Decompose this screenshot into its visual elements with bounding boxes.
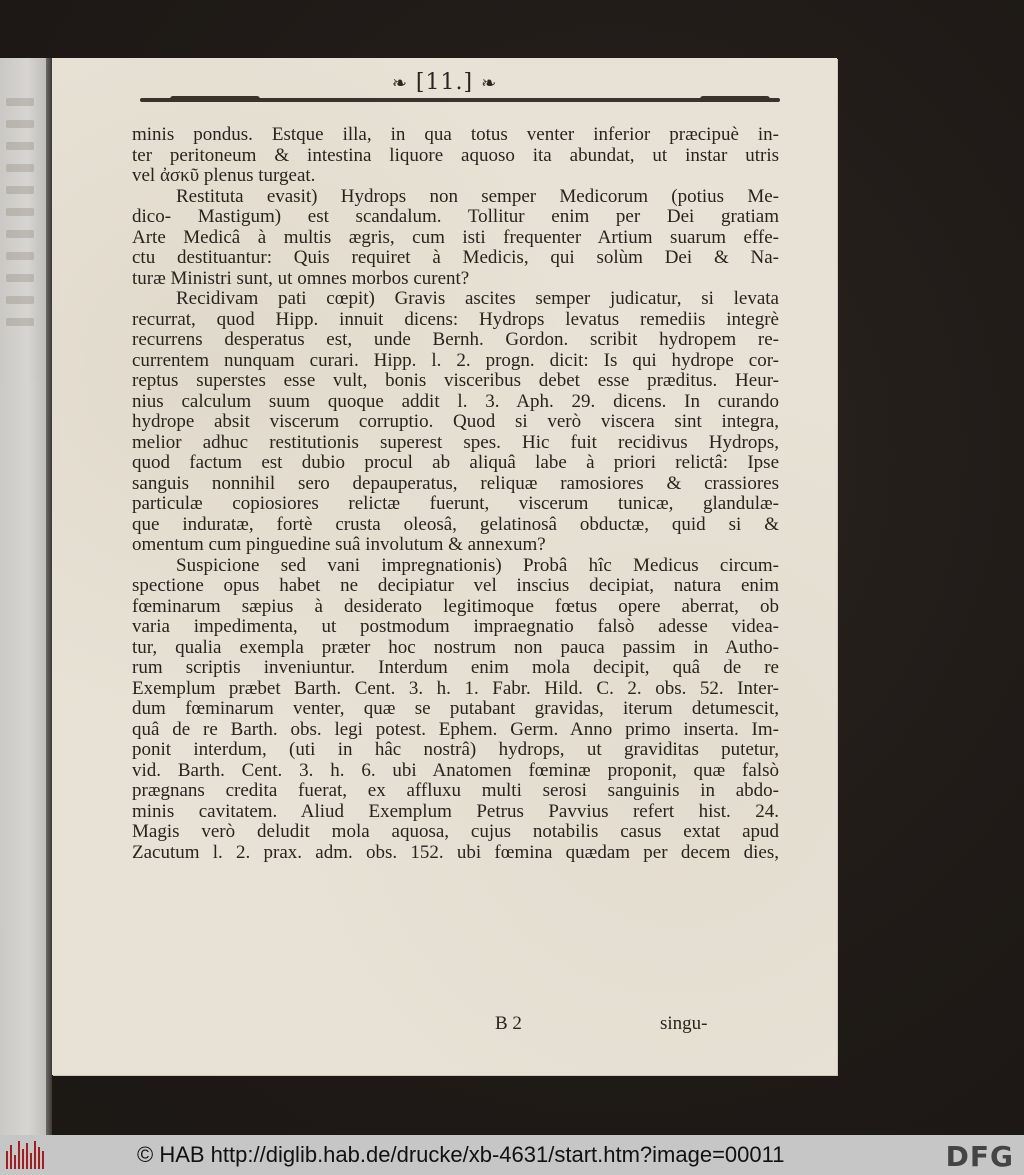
book-page <box>52 58 837 1075</box>
text-line: dum fœminarum venter, quæ se putabant gravidas, iterum detumescit, <box>132 698 779 719</box>
text-line: Recidivam pati cœpit) Gravis ascites semper judicatur, si levata <box>176 288 779 309</box>
header-rule <box>140 98 780 102</box>
text-line: ponit interdum, (uti in hâc nostrâ) hydrops, ut graviditas putetur, <box>132 739 779 760</box>
text-line: currentem nunquam curari. Hipp. l. 2. progn. dicit: Is qui hydrope cor- <box>132 349 779 371</box>
text-line: ter peritoneum & intestina liquore aquoso ita abundat, ut instar utris <box>132 144 779 166</box>
text-line: prægnans credita fuerat, ex affluxu multi serosi sanguinis in abdo- <box>132 780 779 801</box>
text-line: Arte Medicâ à multis ægris, cum isti frequenter Artium suarum effe- <box>132 226 779 248</box>
signature-mark: B 2 <box>495 1013 522 1034</box>
copyright-url: © HAB http://diglib.hab.de/drucke/xb-4631/start.htm?image=00011 <box>137 1142 785 1167</box>
text-line: recurrens desperatus est, unde Bernh. Gordon. scribit hydropem re- <box>132 329 779 350</box>
page-number: [11.] <box>415 70 474 95</box>
hab-barcode-logo-icon <box>6 1141 48 1169</box>
text-line: reptus superstes esse vult, bonis visceribus debet esse præditus. Heur- <box>132 370 779 391</box>
text-line: Exemplum præbet Barth. Cent. 3. h. 1. Fabr. Hild. C. 2. obs. 52. Inter- <box>132 677 779 699</box>
text-line: quod factum est dubio procul ab aliquâ labe à priori relictâ: Ipse <box>132 452 779 473</box>
text-line: Zacutum l. 2. prax. adm. obs. 152. ubi fœmina quædam per decem dies, <box>132 841 779 863</box>
text-line: tur, qualia exempla præter hoc nostrum non pauca passim in Autho- <box>132 636 779 658</box>
text-line: recurrat, quod Hipp. innuit dicens: Hydrops levatus remediis integrè <box>132 308 779 330</box>
text-line: que induratæ, fortè crusta oleosâ, gelatinosâ obductæ, quid si & <box>132 513 779 535</box>
text-line: spectione opus habet ne decipiatur vel inscius decipiat, natura enim <box>132 575 779 596</box>
text-line: vel ἀσκῦ plenus turgeat. <box>132 165 316 186</box>
catchword: singu- <box>660 1013 708 1034</box>
text-line: Magis verò deludit mola aquosa, cujus notabilis casus extat apud <box>132 821 779 842</box>
text-line: Suspicione sed vani impregnationis) Probâ hîc Medicus circum- <box>176 554 779 576</box>
text-line: Restituta evasit) Hydrops non semper Medicorum (potius Me- <box>176 185 779 207</box>
text-line: fœminarum sæpius à desiderato legitimoque fœtus opere aberrat, ob <box>132 595 779 617</box>
text-line: particulæ copiosiores relictæ fuerunt, viscerum tunicæ, glandulæ- <box>132 493 779 514</box>
text-line: minis pondus. Estque illa, in qua totus venter inferior præcipuè in- <box>132 124 779 145</box>
body-text <box>132 125 779 863</box>
text-line: turæ Ministri sunt, ut omnes morbos curent? <box>132 267 470 289</box>
dfg-logo: DFG <box>945 1140 1014 1173</box>
ornament-right-icon: ❧ <box>481 73 498 94</box>
text-line: varia impedimenta, ut postmodum impraegnatio falsò adesse videa- <box>132 616 779 637</box>
text-line: ctu destituantur: Quis requiret à Medicis, qui solùm Dei & Na- <box>132 247 779 268</box>
text-line: sanguis nonnihil sero depauperatus, reliquæ ramosiores & crassiores <box>132 472 779 494</box>
text-line: minis cavitatem. Aliud Exemplum Petrus Pavvius refert hist. 24. <box>132 800 779 822</box>
text-line: dico- Mastigum) est scandalum. Tollitur enim per Dei gratiam <box>132 206 779 227</box>
text-line: vid. Barth. Cent. 3. h. 6. ubi Anatomen fœminæ proponit, quæ falsò <box>132 759 779 781</box>
text-line: omentum cum pinguedine suâ involutum & annexum? <box>132 534 546 555</box>
text-line: nius calculum suum quoque addit l. 3. Aph. 29. dicens. In curando <box>132 390 779 412</box>
text-line: rum scriptis inveniuntur. Interdum enim mola decipit, quâ de re <box>132 657 779 678</box>
text-line: quâ de re Barth. obs. legi potest. Ephem. Germ. Anno primo inserta. Im- <box>132 718 779 740</box>
text-line: hydrope absit viscerum corruptio. Quod si verò viscera sint integra, <box>132 411 779 432</box>
previous-page-edge <box>0 58 46 1135</box>
ornament-left-icon: ❧ <box>391 73 408 94</box>
running-header <box>52 70 837 95</box>
text-line: melior adhuc restitutionis superest spes. Hic fuit recidivus Hydrops, <box>132 431 779 453</box>
viewer-footer <box>0 1135 1024 1175</box>
